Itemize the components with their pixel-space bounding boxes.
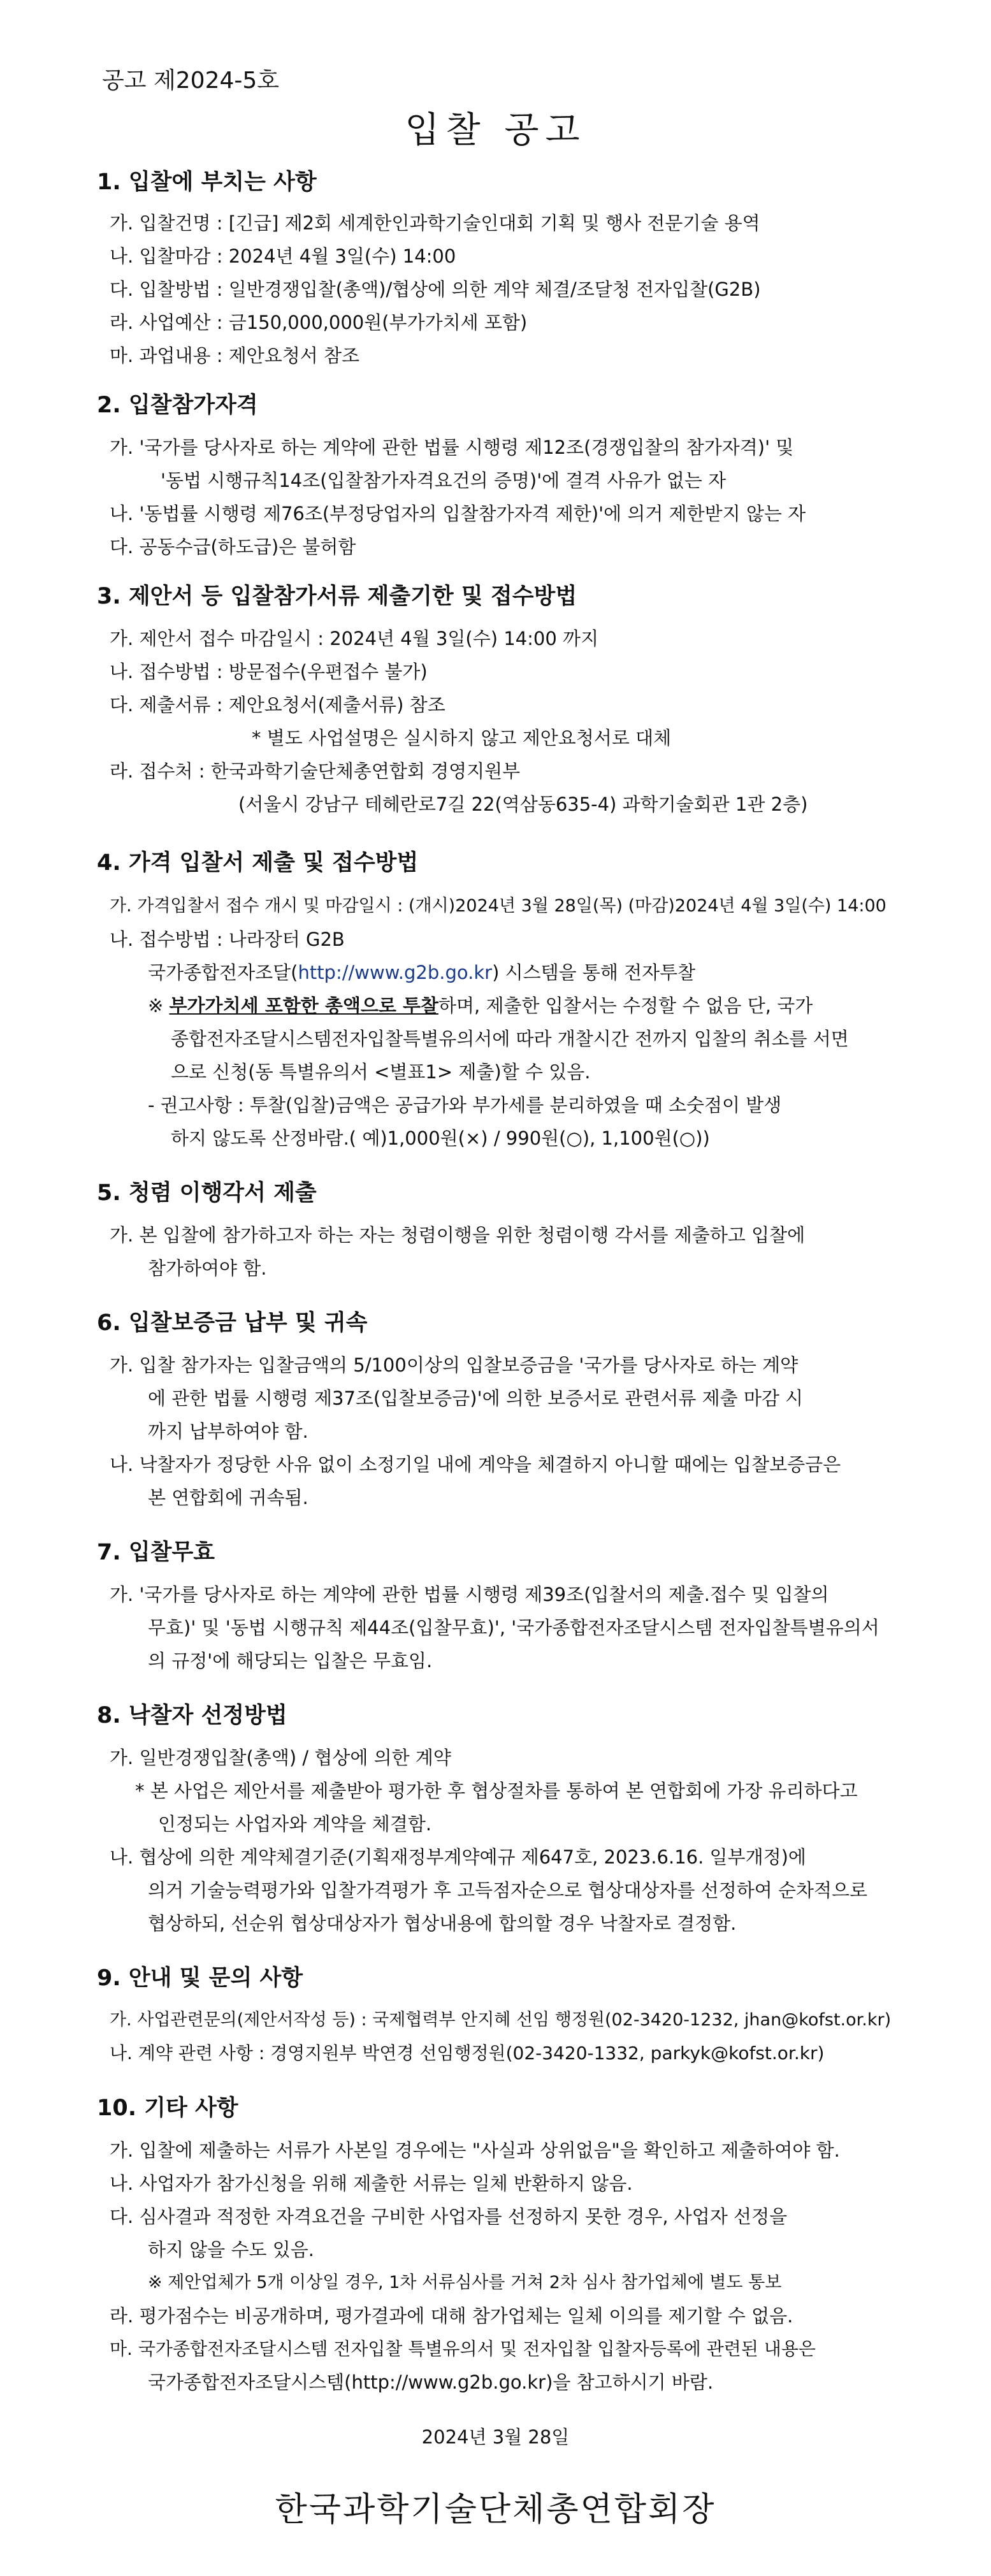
s5-item-a-line1: 가. 본 입찰에 참가하고자 하는 자는 청렴이행을 위한 청렴이행 각서를 제출하고 입찰에 <box>110 1224 806 1246</box>
section-heading-6: 6. 입찰보증금 납부 및 귀속 <box>97 1310 368 1336</box>
vat-included-emphasis: 부가가치세 포함한 총액으로 투찰 <box>169 995 439 1017</box>
s1-item-a: 가. 입찰건명 : [긴급] 제2회 세계한인과학기술인대회 기획 및 행사 전문기술 용역 <box>110 212 760 234</box>
s9-item-b: 나. 계약 관련 사항 : 경영지원부 박연경 선임행정원(02-3420-1332, parkyk@kofst.or.kr) <box>110 2043 825 2064</box>
section-heading-2: 2. 입찰참가자격 <box>97 393 258 418</box>
s10-item-d: 라. 평가점수는 비공개하며, 평가결과에 대해 참가업체는 일체 이의를 제기할 수 없음. <box>110 2305 793 2327</box>
s3-item-c-note: * 별도 사업설명은 실시하지 않고 제안요청서로 대체 <box>252 727 672 749</box>
s5-item-a-line2: 참가하여야 함. <box>148 1257 267 1279</box>
s8-item-a-note-line1: * 본 사업은 제안서를 제출받아 평가한 후 협상절차를 통하여 본 연합회에 가장 유리하다고 <box>135 1780 858 1802</box>
g2b-link[interactable]: http://www.g2b.go.kr <box>298 962 493 983</box>
s4-note-2-line2: 하지 않도록 산정바람.( 예)1,000원(×) / 990원(○), 1,100원(○)) <box>171 1127 710 1149</box>
s6-item-a-line1: 가. 입찰 참가자는 입찰금액의 5/100이상의 입찰보증금을 '국가를 당사자로 하는 계약 <box>110 1354 799 1376</box>
s8-item-b-line1: 나. 협상에 의한 계약체결기준(기획재정부계약예규 제647호, 2023.6.16. 일부개정)에 <box>110 1846 806 1868</box>
s6-item-a-line2: 에 관한 법률 시행령 제37조(입찰보증금)'에 의한 보증서로 관련서류 제출 마감 시 <box>148 1387 804 1409</box>
s8-item-b-line3: 협상하되, 선순위 협상대상자가 협상내용에 합의할 경우 낙찰자로 결정함. <box>148 1913 737 1934</box>
s7-item-a-line1: 가. '국가를 당사자로 하는 계약에 관한 법률 시행령 제39조(입찰서의 제출.접수 및 입찰의 <box>110 1584 829 1605</box>
page-title: 입찰 공고 <box>405 110 586 151</box>
s10-item-a: 가. 입찰에 제출하는 서류가 사본일 경우에는 "사실과 상위없음"을 확인하고 제출하여야 함. <box>110 2139 840 2161</box>
s2-item-c: 다. 공동수급(하도급)은 불허함 <box>110 536 356 558</box>
section-heading-4: 4. 가격 입찰서 제출 및 접수방법 <box>97 850 419 876</box>
issue-date: 2024년 3월 28일 <box>421 2426 570 2448</box>
section-heading-7: 7. 입찰무효 <box>97 1540 215 1565</box>
s7-item-a-line3: 의 규정'에 해당되는 입찰은 무효임. <box>148 1650 433 1672</box>
s3-item-c: 다. 제출서류 : 제안요청서(제출서류) 참조 <box>110 694 445 716</box>
section-heading-10: 10. 기타 사항 <box>97 2095 238 2121</box>
section-heading-1: 1. 입찰에 부치는 사항 <box>97 170 317 195</box>
s1-item-e: 마. 과업내용 : 제안요청서 참조 <box>110 345 360 366</box>
s9-item-a: 가. 사업관련문의(제안서작성 등) : 국제협력부 안지혜 선임 행정원(02-3420-1232, jhan@kofst.or.kr) <box>110 2010 892 2030</box>
s4-note-2-line1: - 권고사항 : 투찰(입찰)금액은 공급가와 부가세를 분리하였을 때 소숫점이 발생 <box>148 1094 782 1116</box>
s10-item-e-line1: 마. 국가종합전자조달시스템 전자입찰 특별유의서 및 전자입찰 입찰자등록에 관련된 내용은 <box>110 2338 816 2359</box>
s4-item-b-system <box>148 964 695 982</box>
s4-item-b: 나. 접수방법 : 나라장터 G2B <box>110 929 345 950</box>
s1-item-c: 다. 입찰방법 : 일반경쟁입찰(총액)/협상에 의한 계약 체결/조달청 전자입찰(G2B) <box>110 279 761 300</box>
s4-note-1-line1 <box>148 997 813 1015</box>
s3-item-d-address: (서울시 강남구 테헤란로7길 22(역삼동635-4) 과학기술회관 1관 2층) <box>238 793 808 815</box>
s10-item-c-note: ※ 제안업체가 5개 이상일 경우, 1차 서류심사를 거쳐 2차 심사 참가업체에 별도 통보 <box>148 2273 782 2292</box>
section-heading-5: 5. 청렴 이행각서 제출 <box>97 1180 317 1206</box>
note-mark: ※ <box>148 995 170 1017</box>
s10-item-b: 나. 사업자가 참가신청을 위해 제출한 서류는 일체 반환하지 않음. <box>110 2173 633 2194</box>
s4-system-prefix: 국가종합전자조달( <box>148 962 298 983</box>
s4-note-1-line2: 종합전자조달시스템전자입찰특별유의서에 따라 개찰시간 전까지 입찰의 취소를 서면 <box>171 1028 849 1050</box>
s8-item-a: 가. 일반경쟁입찰(총액) / 협상에 의한 계약 <box>110 1747 451 1769</box>
s10-item-e-line2: 국가종합전자조달시스템(http://www.g2b.go.kr)을 참고하시기 바람. <box>148 2371 714 2393</box>
s2-item-a-line1: 가. '국가를 당사자로 하는 계약에 관한 법률 시행령 제12조(경쟁입찰의 참가자격)' 및 <box>110 437 794 458</box>
s10-item-c-line2: 하지 않을 수도 있음. <box>148 2239 314 2261</box>
s1-item-d: 라. 사업예산 : 금150,000,000원(부가가치세 포함) <box>110 312 528 333</box>
s4-system-suffix: ) 시스템을 통해 전자투찰 <box>492 962 696 983</box>
s7-item-a-line2: 무효)' 및 '동법 시행규칙 제44조(입찰무효)', '국가종합전자조달시스템 전자입찰특별유의서 <box>148 1617 879 1639</box>
section-heading-9: 9. 안내 및 문의 사항 <box>97 1965 303 1991</box>
s4-item-a: 가. 가격입찰서 접수 개시 및 마감일시 : (개시)2024년 3월 28일(목) (마감)2024년 4월 3일(수) 14:00 <box>110 896 886 916</box>
s6-item-b-line1: 나. 낙찰자가 정당한 사유 없이 소정기일 내에 계약을 체결하지 아니할 때에는 입찰보증금은 <box>110 1454 841 1475</box>
s2-item-b: 나. '동법률 시행령 제76조(부정당업자의 입찰참가자격 제한)'에 의거 제한받지 않는 자 <box>110 503 806 525</box>
s8-item-b-line2: 의거 기술능력평가와 입찰가격평가 후 고득점자순으로 협상대상자를 선정하여 순차적으로 <box>148 1879 868 1901</box>
s3-item-a: 가. 제안서 접수 마감일시 : 2024년 4월 3일(수) 14:00 까지 <box>110 628 599 649</box>
s2-item-a-line2: '동법 시행규칙14조(입찰참가자격요건의 증명)'에 결격 사유가 없는 자 <box>161 470 727 491</box>
s1-item-b: 나. 입찰마감 : 2024년 4월 3일(수) 14:00 <box>110 245 456 267</box>
s10-item-c-line1: 다. 심사결과 적정한 자격요건을 구비한 사업자를 선정하지 못한 경우, 사업자 선정을 <box>110 2206 788 2227</box>
s3-item-d: 라. 접수처 : 한국과학기술단체총연합회 경영지원부 <box>110 760 521 782</box>
s3-item-b: 나. 접수방법 : 방문접수(우편접수 불가) <box>110 661 428 683</box>
section-heading-3: 3. 제안서 등 입찰참가서류 제출기한 및 접수방법 <box>97 584 577 609</box>
section-heading-8: 8. 낙찰자 선정방법 <box>97 1703 287 1728</box>
s4-note-1-line3: 으로 신청(동 특별유의서 <별표1> 제출)할 수 있음. <box>171 1061 591 1083</box>
notice-number: 공고 제2024-5호 <box>102 68 280 94</box>
s4-note-1-rest: 하며, 제출한 입찰서는 수정할 수 없음 단, 국가 <box>438 995 813 1017</box>
issuer-name: 한국과학기술단체총연합회장 <box>275 2491 716 2529</box>
s6-item-b-line2: 본 연합회에 귀속됨. <box>148 1487 308 1509</box>
s8-item-a-note-line2: 인정되는 사업자와 계약을 체결함. <box>158 1813 432 1835</box>
s6-item-a-line3: 까지 납부하여야 함. <box>148 1421 308 1442</box>
